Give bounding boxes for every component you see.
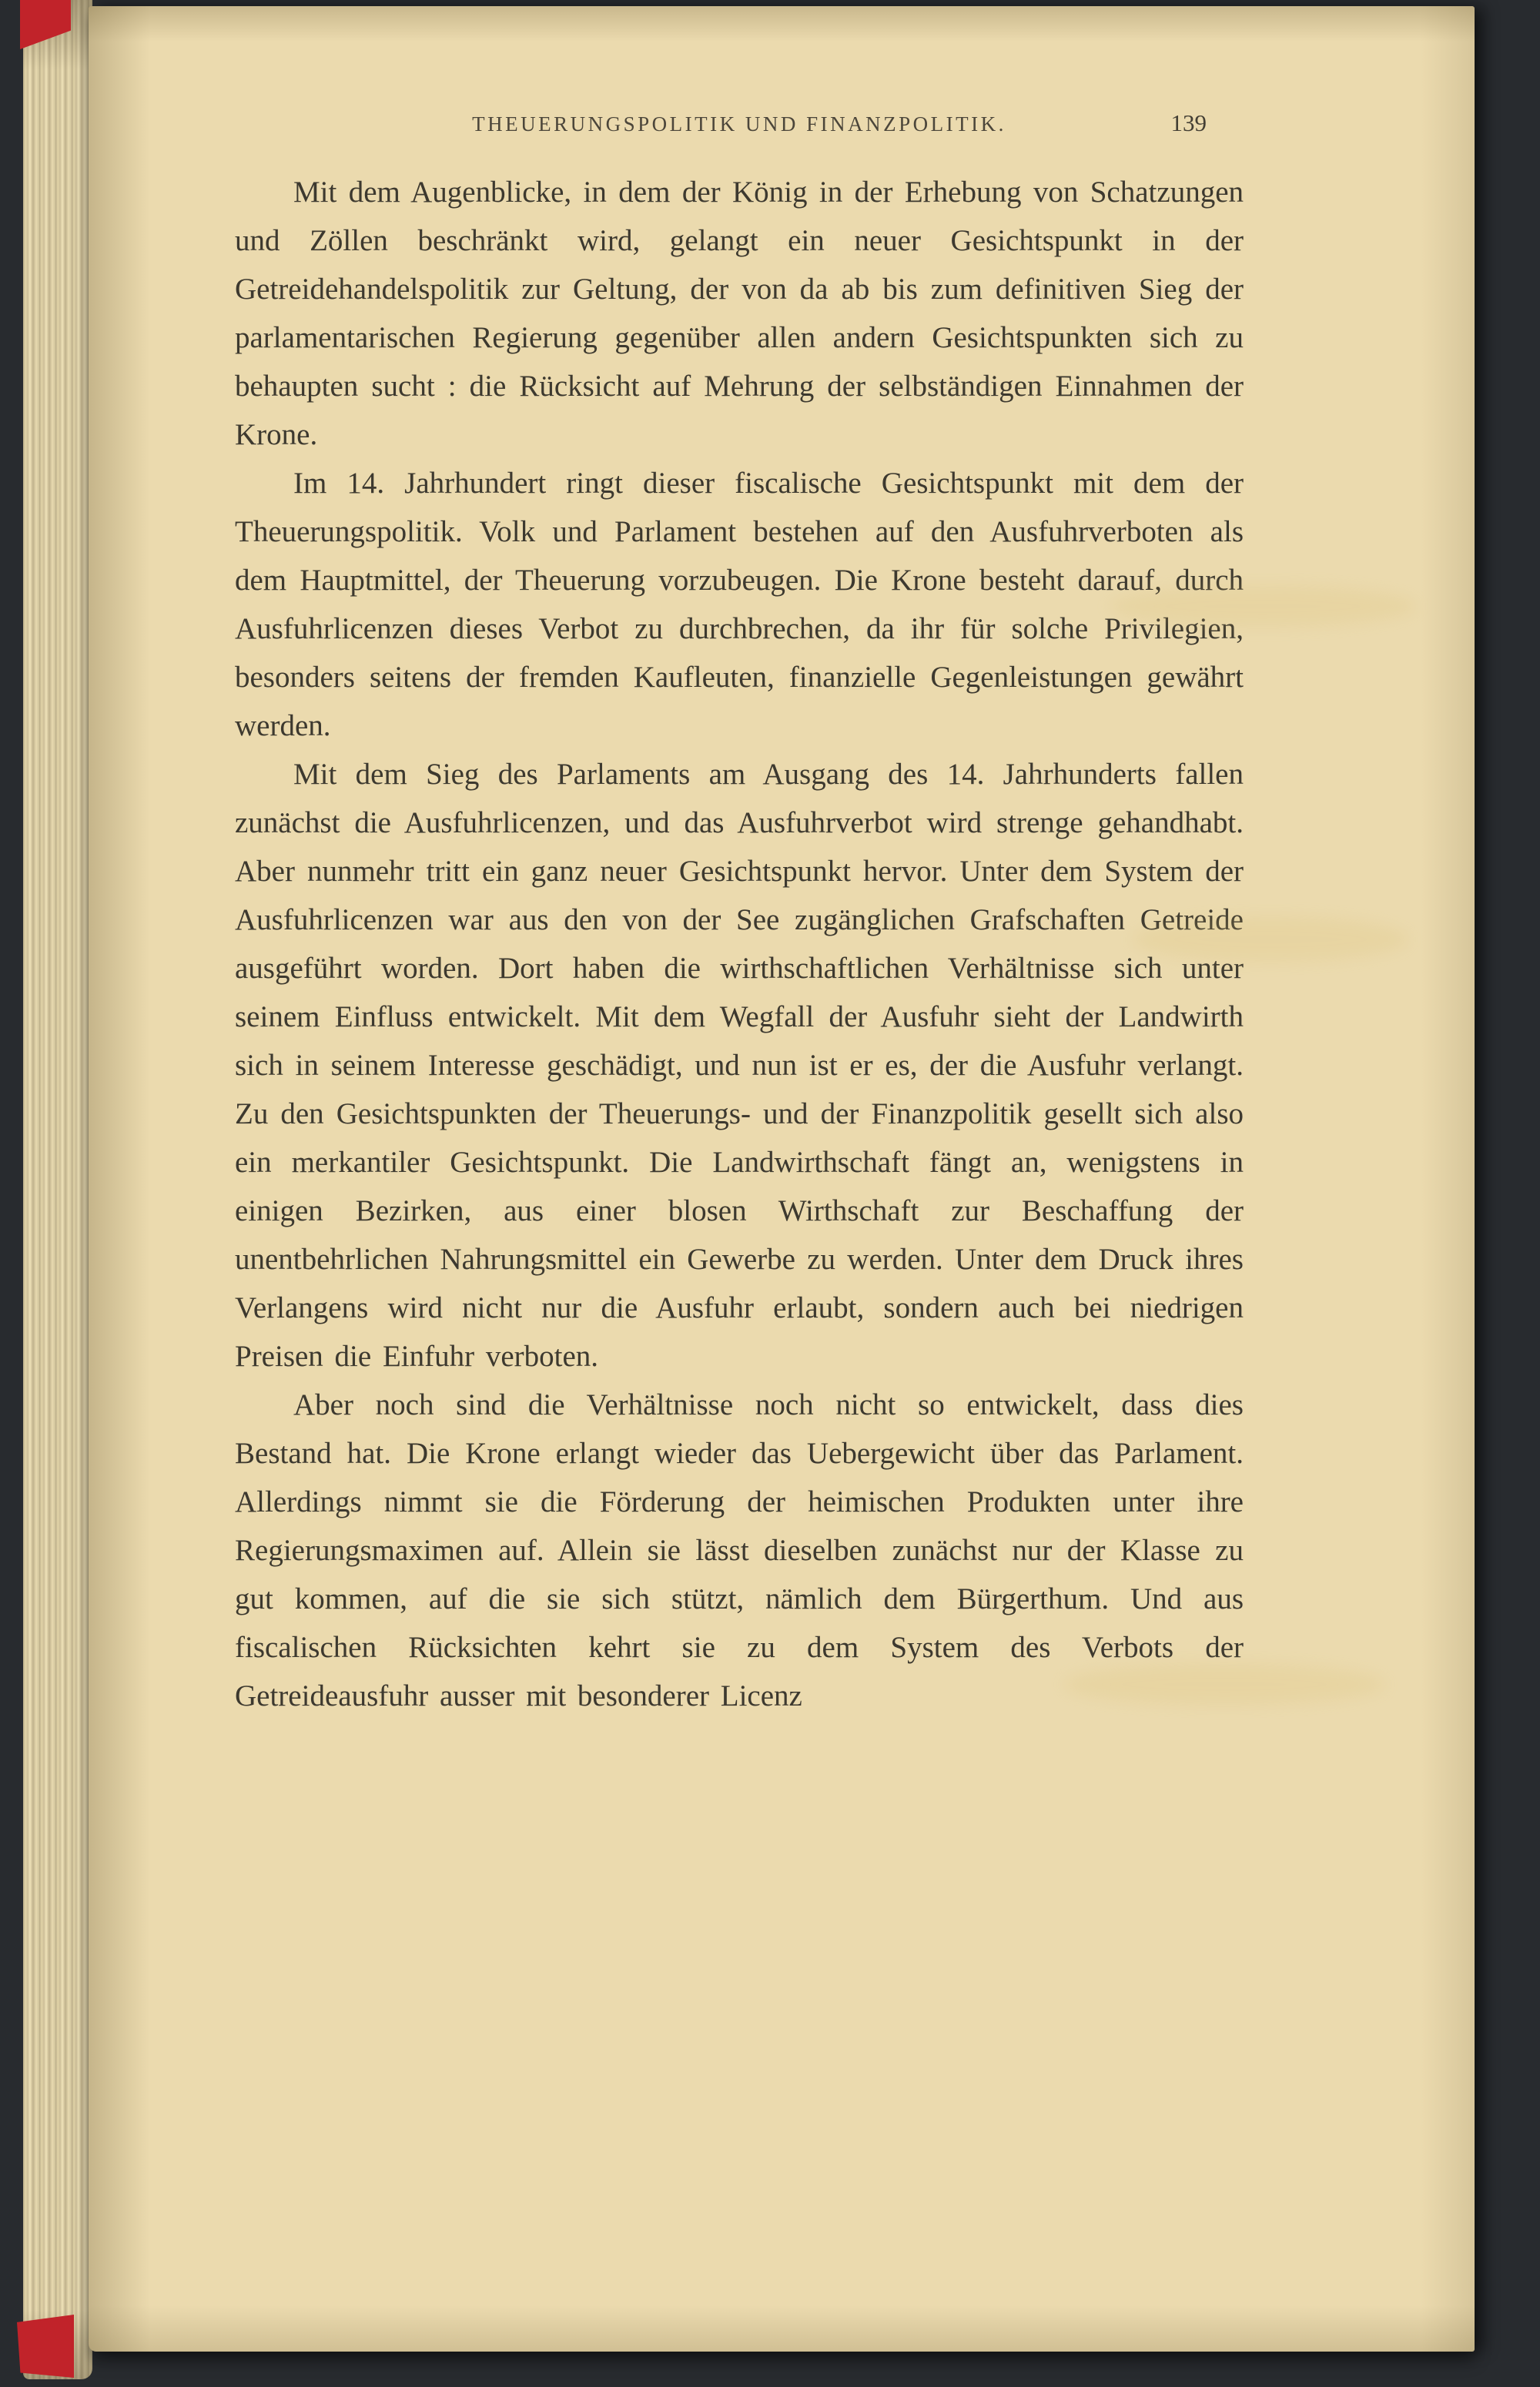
book-page [89, 6, 1475, 2352]
paragraph-4: Aber noch sind die Verhältnisse noch nicht so entwickelt, dass dies Bestand hat. Die Krone erlangt wieder das Uebergewicht über das Parlament. Allerdings nimmt sie die Förderung der heimischen Produkten unter ihre Regierungsmaximen auf. Allein sie lässt dieselben zunächst nur der Klasse zu gut kommen, auf die sie sich stützt, nämlich dem Bürgerthum. Und aus fiscalischen Rücksichten kehrt sie zu dem System des Verbots der Getreideausfuhr ausser mit besonderer Licenz [235, 1388, 1244, 1712]
paragraph-1: Mit dem Augenblicke, in dem der König in der Erhebung von Schatzungen und Zöllen beschränkt wird, gelangt ein neuer Gesichtspunkt in der Getreidehandelspolitik zur Geltung, der von da ab bis zum definitiven Sieg der parlamentarischen Regierung gegenüber allen andern Gesichtspunkten sich zu behaupten sucht : die Rücksicht auf Mehrung der selbständigen Einnahmen der Krone. [235, 176, 1244, 451]
page-number: 139 [1170, 109, 1207, 136]
book-page-edges [23, 0, 92, 2379]
page-header [235, 109, 1244, 146]
page-body [235, 168, 1244, 1720]
book-red-edge-bottom [17, 2315, 74, 2378]
paragraph-3: Mit dem Sieg des Parlaments am Ausgang des 14. Jahrhunderts fallen zunächst die Ausfuhrlicenzen, und das Ausfuhrverbot wird strenge gehandhabt. Aber nunmehr tritt ein ganz neuer Gesichtspunkt hervor. Unter dem System der Ausfuhrlicenzen war aus den von der See zugänglichen Grafschaften Getreide ausgeführt worden. Dort haben die wirthschaftlichen Verhältnisse sich unter seinem Einfluss entwickelt. Mit dem Wegfall der Ausfuhr sieht der Landwirth sich in seinem Interesse geschädigt, und nun ist er es, der die Ausfuhr verlangt. Zu den Gesichtspunkten der Theuerungs- und der Finanzpolitik gesellt sich also ein merkantiler Gesichtspunkt. Die Landwirthschaft fängt an, wenigstens in einigen Bezirken, aus einer blosen Wirthschaft zur Beschaffung der unentbehrlichen Nahrungsmittel ein Gewerbe zu werden. Unter dem Druck ihres Verlangens wird nicht nur die Ausfuhr erlaubt, sondern auch bei niedrigen Preisen die Einfuhr verboten. [235, 758, 1244, 1373]
running-title: THEUERUNGSPOLITIK UND FINANZPOLITIK. [472, 112, 1006, 136]
paragraph-2: Im 14. Jahrhundert ringt dieser fiscalische Gesichtspunkt mit dem der Theuerungspolitik. Volk und Parlament bestehen auf den Ausfuhrverboten als dem Hauptmittel, der Theuerung vorzubeugen. Die Krone besteht darauf, durch Ausfuhrlicenzen dieses Verbot zu durchbrechen, da ihr für solche Privilegien, besonders seitens der fremden Kaufleuten, finanzielle Gegenleistungen gewährt werden. [235, 467, 1244, 742]
